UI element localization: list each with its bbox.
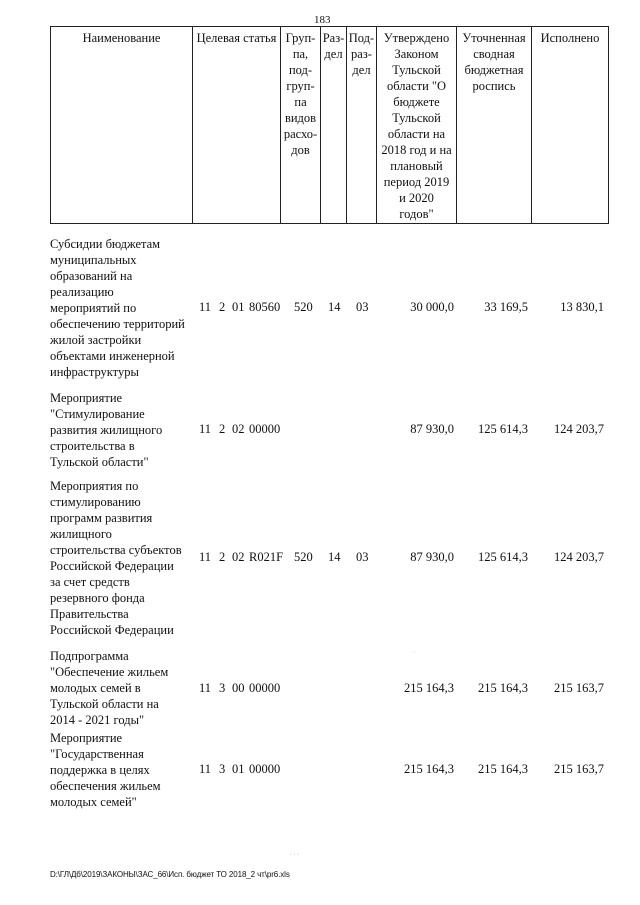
header-line: и 2020 (399, 191, 434, 205)
code-subprogram: 3 (219, 681, 226, 695)
refined-value: 33 169,5 (484, 300, 528, 314)
header-line: дел (352, 63, 371, 77)
approved-value: 87 930,0 (410, 422, 454, 436)
executed-value: 215 163,7 (554, 762, 604, 776)
header-line: Груп- (285, 31, 316, 45)
header-line: Утверждено (383, 31, 450, 45)
code-measure: 02 (232, 550, 245, 564)
code-measure: 01 (232, 300, 245, 314)
header-line: роспись (472, 79, 516, 93)
code-measure: 02 (232, 422, 245, 436)
header-line: Тульской (392, 111, 441, 125)
header-line: под- (288, 63, 313, 77)
code-program: 11 (199, 550, 212, 564)
budget-table-header (50, 26, 609, 224)
header-line: па, (292, 47, 309, 61)
row-name: Мероприятия по стимулированию программ развития жилищного строительства субъектов Российской Федерации за счет средств резервного фонда Правительства Российской Федерации (50, 479, 182, 637)
code-program: 11 (199, 422, 212, 436)
executed-value: 124 203,7 (554, 550, 604, 564)
header-line: видов (284, 111, 317, 125)
header-line: 2018 год и на (381, 143, 452, 157)
code-direction: 00000 (249, 762, 281, 776)
code-subprogram: 2 (219, 422, 226, 436)
code-direction: 80560 (249, 300, 281, 314)
header-line: области на (387, 127, 446, 141)
header-line: бюджетная (464, 63, 524, 77)
code-program: 11 (199, 681, 212, 695)
header-line: плановый (390, 159, 443, 173)
header-line: бюджете (393, 95, 440, 109)
header-line: расхо- (283, 127, 318, 141)
header-line: сводная (473, 47, 515, 61)
header-line: Раз- (322, 31, 345, 45)
header-line: па (294, 95, 307, 109)
row-name: Мероприятие "Государственная поддержка в целях обеспечения жильем молодых семей" (50, 731, 161, 809)
header-name: Наименование (51, 27, 193, 224)
code-direction: 00000 (249, 422, 281, 436)
header-subsection (347, 27, 377, 224)
row-name: Подпрограмма "Обеспечение жильем молодых семей в Тульской области на 2014 - 2021 годы" (50, 649, 169, 727)
code-measure: 00 (232, 681, 245, 695)
section: 14 (328, 300, 341, 314)
header-approved (377, 27, 457, 224)
header-line: Уточненная (462, 31, 526, 45)
approved-value: 215 164,3 (404, 681, 454, 695)
code-subprogram: 3 (219, 762, 226, 776)
header-line: области "О (386, 79, 447, 93)
row-name: Субсидии бюджетам муниципальных образований на реализацию мероприятий по обеспечению территорий жилой застройки объектами инженерной инфраструктуры (50, 237, 185, 379)
header-target-article: Целевая статья (193, 27, 281, 224)
executed-value: 215 163,7 (554, 681, 604, 695)
code-subprogram: 2 (219, 550, 226, 564)
approved-value: 30 000,0 (410, 300, 454, 314)
expense-group: 520 (294, 300, 313, 314)
header-refined (457, 27, 532, 224)
header-line: дов (291, 143, 310, 157)
header-line: Под- (348, 31, 375, 45)
header-executed: Исполнено (532, 27, 609, 224)
scan-speck: · · · (290, 852, 299, 858)
code-program: 11 (199, 300, 212, 314)
file-path-footer: D:\ГЛ\Дб\2019\ЗАКОНЫ\ЗАС_66\Исп. бюджет ТО 2018_2 чт\pr6.xls (50, 870, 290, 879)
code-direction: R021F (249, 550, 284, 564)
refined-value: 125 614,3 (478, 422, 528, 436)
approved-value: 215 164,3 (404, 762, 454, 776)
scan-speck: · (413, 650, 415, 656)
section: 14 (328, 550, 341, 564)
header-line: период 2019 (383, 175, 450, 189)
executed-value: 13 830,1 (560, 300, 604, 314)
approved-value: 87 930,0 (410, 550, 454, 564)
subsection: 03 (356, 550, 369, 564)
code-direction: 00000 (249, 681, 281, 695)
code-program: 11 (199, 762, 212, 776)
header-line: раз- (351, 47, 372, 61)
executed-value: 124 203,7 (554, 422, 604, 436)
refined-value: 215 164,3 (478, 681, 528, 695)
row-name: Мероприятие "Стимулирование развития жилищного строительства в Тульской области" (50, 391, 163, 469)
header-line: Законом (394, 47, 439, 61)
header-expense-group (281, 27, 321, 224)
header-line: дел (324, 47, 343, 61)
refined-value: 215 164,3 (478, 762, 528, 776)
header-section (321, 27, 347, 224)
code-measure: 01 (232, 762, 245, 776)
header-line: Тульской (392, 63, 441, 77)
subsection: 03 (356, 300, 369, 314)
header-line: годов" (399, 207, 434, 221)
refined-value: 125 614,3 (478, 550, 528, 564)
header-line: груп- (286, 79, 315, 93)
code-subprogram: 2 (219, 300, 226, 314)
page-number: 183 (314, 14, 331, 26)
expense-group: 520 (294, 550, 313, 564)
